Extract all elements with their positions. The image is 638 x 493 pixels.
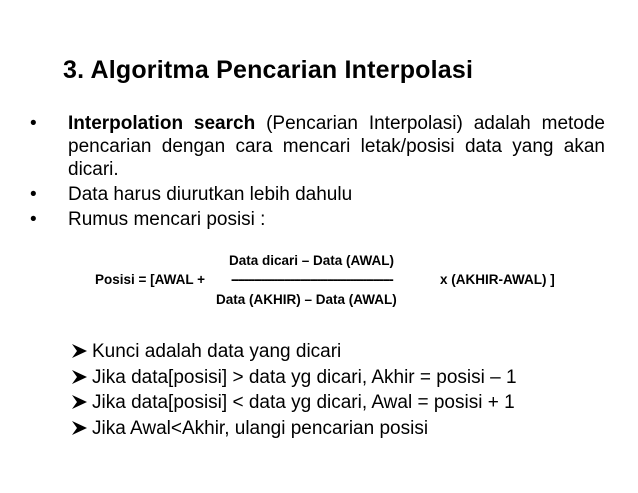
formula-fraction-line: ------------------------------------------------- (231, 272, 393, 287)
formula-rhs: x (AKHIR-AWAL) ] (440, 272, 555, 287)
step-item (72, 390, 517, 416)
step-item (72, 339, 517, 365)
step-list (72, 339, 517, 441)
bullet-item-sorted (30, 183, 605, 206)
arrow-bullet-icon (72, 390, 87, 409)
bullet-item-formula-intro (30, 208, 605, 231)
bullet-text: Data harus diurutkan lebih dahulu (68, 184, 353, 205)
bullet-list (30, 112, 605, 233)
arrow-bullet-icon (72, 339, 87, 358)
step-text: Kunci adalah data yang dicari (92, 341, 342, 362)
bullet-body: (Pencarian Interpolasi) adalah metode pencarian dengan cara mencari letak/posisi data yang akan dicari. (68, 113, 605, 180)
arrow-bullet-icon (72, 365, 87, 384)
slide-title: 3. Algoritma Pencarian Interpolasi (63, 56, 474, 84)
bullet-marker: • (30, 184, 37, 205)
arrow-bullet-icon (72, 416, 87, 435)
bullet-text: Rumus mencari posisi : (68, 209, 266, 230)
bullet-bold-lead: Interpolation search (68, 113, 256, 134)
position-formula (95, 253, 595, 315)
step-text: Jika data[posisi] < data yg dicari, Awal = posisi + 1 (92, 392, 515, 413)
formula-lhs: Posisi = [AWAL + (95, 272, 206, 287)
step-text: Jika Awal<Akhir, ulangi pencarian posisi (92, 417, 429, 439)
formula-denominator: Data (AKHIR) – Data (AWAL) (216, 292, 397, 307)
step-item (72, 416, 517, 442)
bullet-item-definition (30, 112, 605, 181)
bullet-marker: • (30, 113, 37, 134)
formula-numerator: Data dicari – Data (AWAL) (229, 253, 395, 268)
bullet-marker: • (30, 209, 37, 230)
step-item (72, 365, 517, 391)
bullet-text (68, 112, 605, 181)
step-text: Jika data[posisi] > data yg dicari, Akhir = posisi – 1 (92, 366, 517, 388)
